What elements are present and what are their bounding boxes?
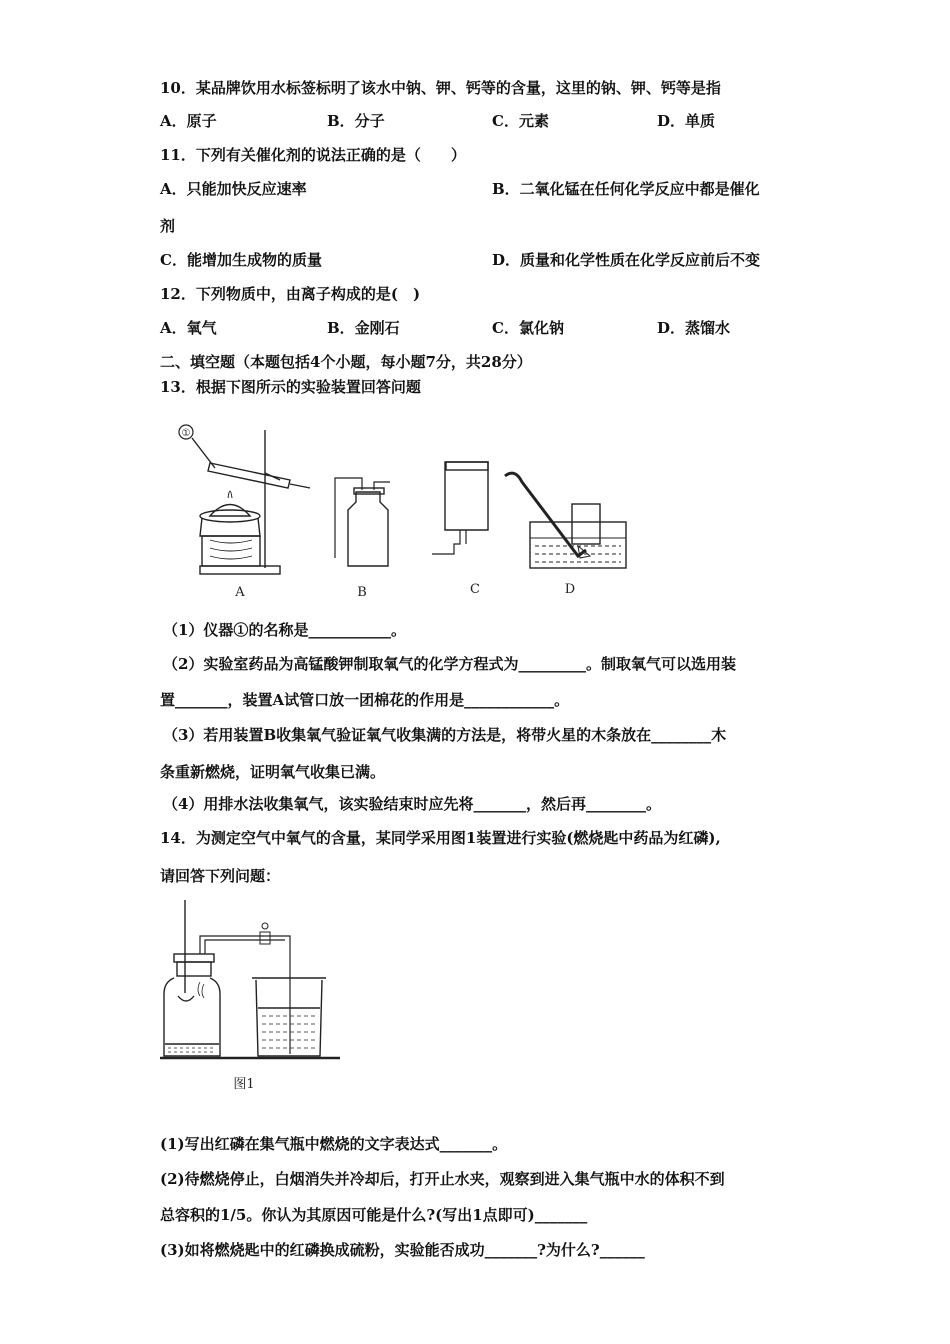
q11-option-a: A．只能加快反应速率 [160, 180, 307, 198]
label-d: D [564, 582, 576, 597]
q10-stem: 10．某品牌饮用水标签标明了该水中钠、钾、钙等的含量，这里的钠、钾、钙等是指 [160, 79, 721, 97]
q14-stem-line-1: 14．为测定空气中氧气的含量，某同学采用图1装置进行实验(燃烧匙中药品为红磷), [160, 829, 721, 847]
marker-label: ① [181, 428, 191, 439]
lab-apparatus-figure [170, 418, 640, 603]
apparatus-b [335, 478, 390, 600]
q14-stem-line-2: 请回答下列问题： [160, 867, 281, 885]
figure-1-caption: 图1 [233, 1077, 255, 1092]
q11-option-b: B．二氧化锰在任何化学反应中都是催化 [492, 180, 760, 198]
q14-part-2-line-1: (2)待燃烧停止，白烟消失并冷却后，打开止水夹，观察到进入集气瓶中水的体积不到 [160, 1170, 725, 1188]
q13-part-2-line-2: 置_______，装置A试管口放一团棉花的作用是____________。 [160, 691, 570, 709]
q11-option-b-continued: 剂 [160, 217, 176, 235]
label-b: B [357, 585, 367, 600]
oxygen-measurement-figure [160, 898, 345, 1093]
q12-stem: 12．下列物质中，由离子构成的是( ) [160, 285, 421, 303]
q13-part-1: （1）仪器①的名称是___________。 [163, 621, 406, 639]
section-heading: 二、填空题（本题包括4个小题，每小题7分，共28分） [160, 353, 532, 371]
label-c: C [470, 582, 480, 597]
q13-part-4: （4）用排水法收集氧气，该实验结束时应先将_______，然后再________。 [163, 795, 661, 813]
q13-part-3-line-1: （3）若用装置B收集氧气验证氧气收集满的方法是，将带火星的木条放在________木 [163, 726, 727, 744]
q10-option-b: B．分子 [327, 112, 385, 130]
label-a: A [235, 585, 245, 600]
q13-stem: 13．根据下图所示的实验装置回答问题 [160, 378, 421, 396]
q10-option-c: C．元素 [492, 112, 549, 130]
q12-option-a: A．氧气 [160, 319, 217, 337]
q13-part-2-line-1: （2）实验室药品为高锰酸钾制取氧气的化学方程式为_________。制取氧气可以选用装 [163, 655, 736, 673]
apparatus-a [179, 425, 310, 600]
q12-option-c: C．氯化钠 [492, 319, 564, 337]
q14-part-2-line-2: 总容积的1/5。你认为其原因可能是什么?(写出1点即可)_______ [160, 1206, 588, 1224]
q11-option-c: C．能增加生成物的质量 [160, 251, 322, 269]
q11-stem: 11．下列有关催化剂的说法正确的是（ ） [160, 146, 466, 164]
apparatus-c [432, 462, 488, 597]
q11-option-d: D．质量和化学性质在化学反应前后不变 [492, 251, 761, 269]
q10-option-a: A．原子 [160, 112, 217, 130]
q14-part-1: (1)写出红磷在集气瓶中燃烧的文字表达式_______。 [160, 1135, 508, 1153]
q12-option-b: B．金刚石 [327, 319, 400, 337]
q14-part-3: (3)如将燃烧匙中的红磷换成硫粉，实验能否成功_______?为什么?______ [160, 1241, 645, 1259]
q13-part-3-line-2: 条重新燃烧，证明氧气收集已满。 [160, 763, 386, 781]
q10-option-d: D．单质 [657, 112, 716, 130]
q12-option-d: D．蒸馏水 [657, 319, 731, 337]
apparatus-d [505, 473, 626, 597]
